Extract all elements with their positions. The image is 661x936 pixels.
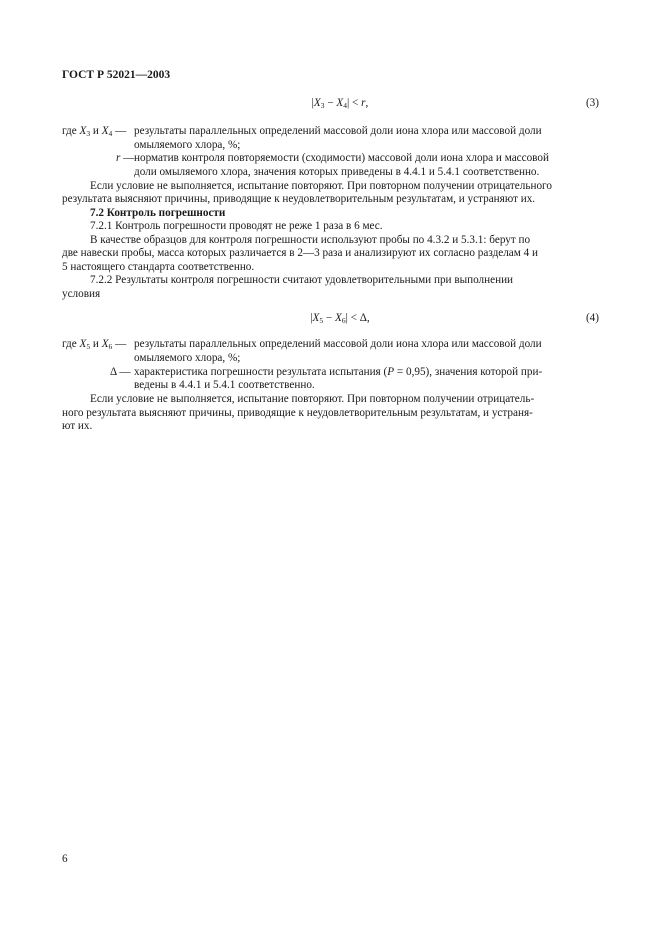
formula-3: $|X_3 - X_4| < r$,	[311, 97, 369, 110]
where-delta-desc-line2: ведены в 4.4.1 и 5.4.1 соответственно.	[134, 379, 315, 391]
paragraph-7-2-2-line2: условия	[62, 288, 101, 300]
paragraph-retry-1-line2: результата выясняют причины, приводящие к неудовлетворительным результатам, и устраняют их.	[62, 193, 536, 205]
standard-header: ГОСТ Р 52021—2003	[62, 69, 171, 81]
paragraph-samples-line2: две навески пробы, масса которых различается в 2—3 раза и анализируют их согласно разделам 4 и	[62, 247, 539, 259]
paragraph-retry-2-line2: ного результата выясняют причины, приводящие к неудовлетворительным результатам, и устраня-	[62, 407, 533, 419]
where-x3-x4-desc-line1: результаты параллельных определений массовой доли иона хлора или массовой доли	[134, 125, 542, 137]
paragraph-samples-line1: В качестве образцов для контроля погрешности используют пробы по 4.3.2 и 5.3.1: берут по	[90, 234, 531, 246]
where-x5-x6-desc-line1: результаты параллельных определений массовой доли иона хлора или массовой доли	[134, 338, 542, 350]
page-number: 6	[62, 853, 68, 865]
equation-number-4: (4)	[585, 312, 599, 324]
where-x3-x4-label: где $X_3$ и $X_4$ —	[62, 125, 127, 138]
where-x5-x6-label: где $X_5$ и $X_6$ —	[62, 338, 127, 351]
where-x5-x6-desc-line2: омыляемого хлора, %;	[134, 352, 241, 364]
section-title-7-2: 7.2 Контроль погрешности	[90, 207, 226, 219]
where-r-desc-line2: доли омыляемого хлора, значения которых приведены в 4.4.1 и 5.4.1 соответственно.	[134, 166, 540, 178]
where-x3-x4-desc-line2: омыляемого хлора, %;	[134, 139, 241, 151]
where-delta-label: Δ —	[110, 366, 131, 378]
where-delta-desc-line1: характеристика погрешности результата испытания (P = 0,95), значения которой при-	[134, 366, 543, 378]
paragraph-retry-2-line3: ют их.	[62, 420, 93, 432]
where-r-label: r —	[116, 152, 135, 164]
where-r-desc-line1: норматив контроля повторяемости (сходимости) массовой доли иона хлора и массовой	[134, 152, 549, 164]
equation-number-3: (3)	[585, 97, 599, 109]
formula-4: $|X_5 - X_6| < \Delta$,	[310, 312, 370, 325]
paragraph-retry-2-line1: Если условие не выполняется, испытание повторяют. При повторном получении отрицатель-	[90, 393, 535, 405]
paragraph-7-2-1: 7.2.1 Контроль погрешности проводят не реже 1 раза в 6 мес.	[90, 220, 383, 232]
paragraph-samples-line3: 5 настоящего стандарта соответственно.	[62, 261, 255, 273]
paragraph-7-2-2-line1: 7.2.2 Результаты контроля погрешности считают удовлетворительными при выполнении	[90, 274, 514, 286]
paragraph-retry-1-line1: Если условие не выполняется, испытание повторяют. При повторном получении отрицательного	[90, 180, 552, 192]
